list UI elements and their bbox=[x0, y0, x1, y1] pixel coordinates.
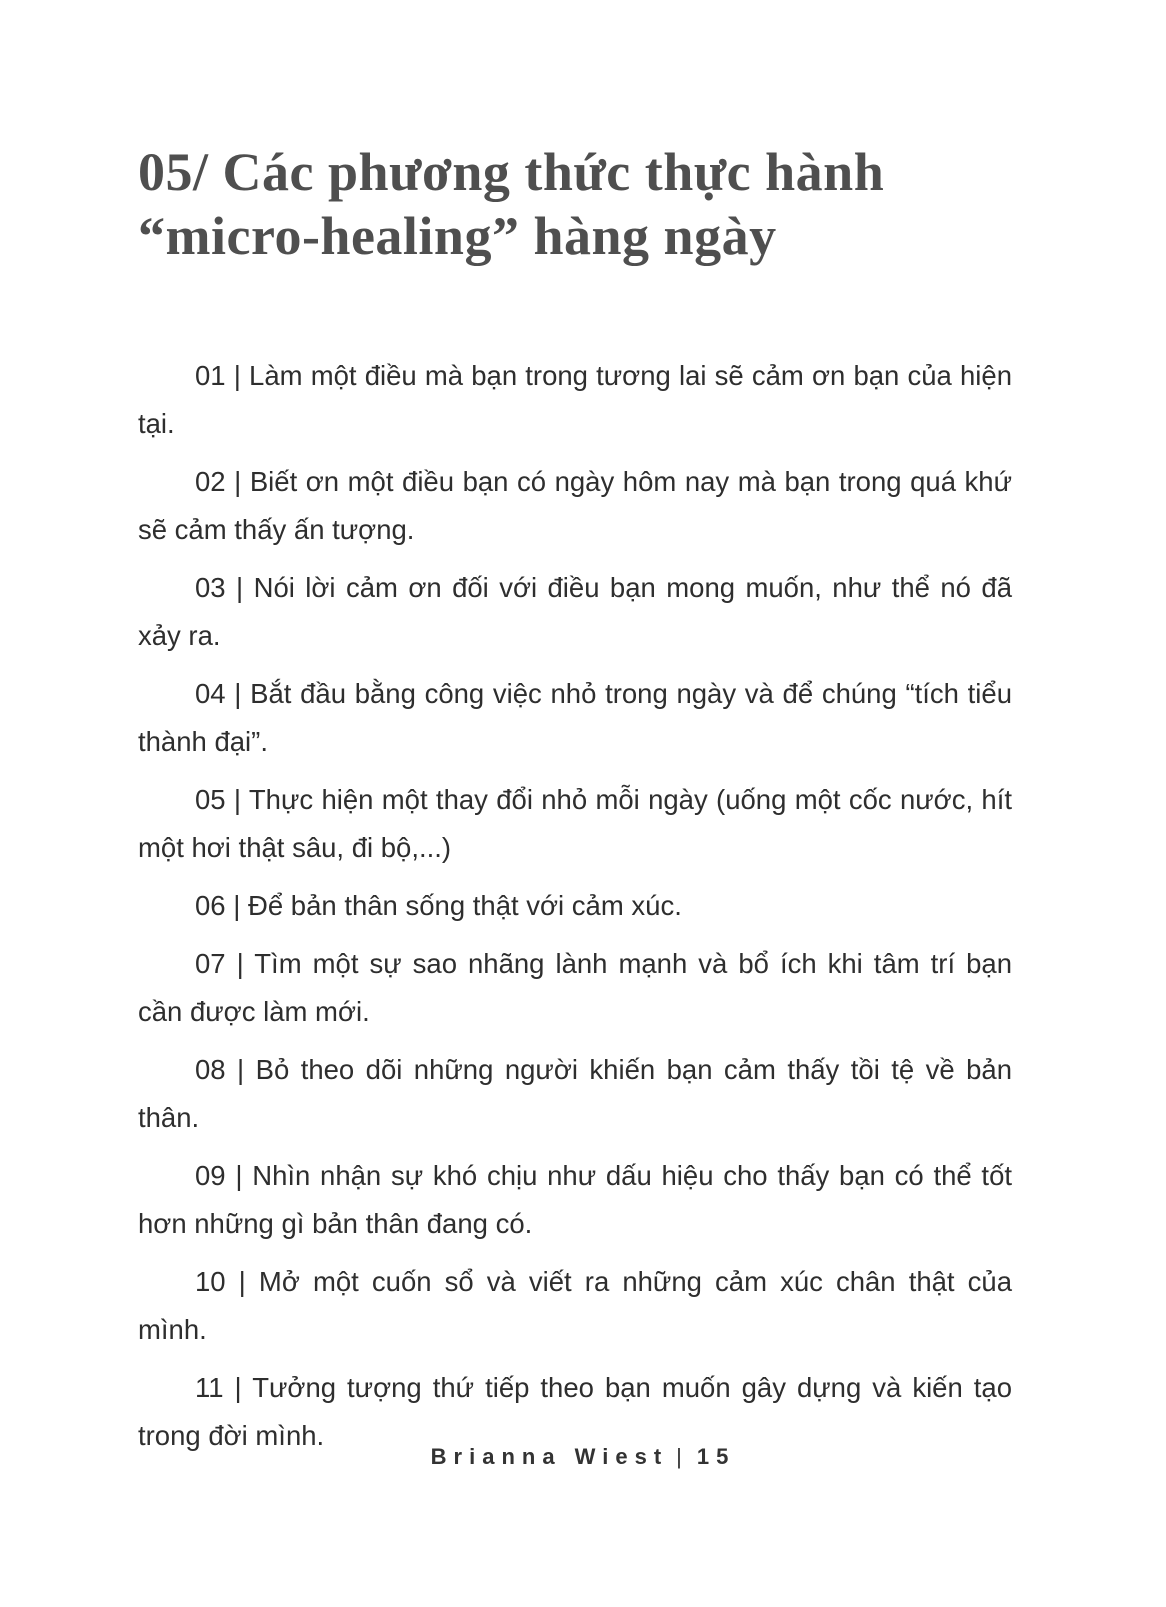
list-item: 07 | Tìm một sự sao nhãng lành mạnh và bổ ích khi tâm trí bạn cần được làm mới. bbox=[138, 948, 1012, 1027]
list-item: 11 | Tưởng tượng thứ tiếp theo bạn muốn gây dựng và kiến tạo trong đời mình. bbox=[138, 1372, 1012, 1451]
list-item: 02 | Biết ơn một điều bạn có ngày hôm nay mà bạn trong quá khứ sẽ cảm thấy ấn tượng. bbox=[138, 466, 1012, 545]
list-item: 09 | Nhìn nhận sự khó chịu như dấu hiệu cho thấy bạn có thể tốt hơn những gì bản thân đang có. bbox=[138, 1160, 1012, 1239]
page-footer bbox=[0, 1444, 1166, 1470]
list-item: 03 | Nói lời cảm ơn đối với điều bạn mong muốn, như thể nó đã xảy ra. bbox=[138, 572, 1012, 651]
list-item: 08 | Bỏ theo dõi những người khiến bạn cảm thấy tồi tệ về bản thân. bbox=[138, 1054, 1012, 1133]
list-item: 05 | Thực hiện một thay đổi nhỏ mỗi ngày (uống một cốc nước, hít một hơi thật sâu, đi bộ,...) bbox=[138, 784, 1012, 863]
page-number: 15 bbox=[696, 1444, 736, 1469]
list-item: 10 | Mở một cuốn sổ và viết ra những cảm xúc chân thật của mình. bbox=[138, 1266, 1012, 1345]
list-item: 06 | Để bản thân sống thật với cảm xúc. bbox=[195, 890, 682, 921]
chapter-title-line-1: 05/ Các phương thức thực hành bbox=[138, 142, 885, 202]
practice-list bbox=[138, 352, 1012, 1470]
list-item: 01 | Làm một điều mà bạn trong tương lai sẽ cảm ơn bạn của hiện tại. bbox=[138, 360, 1012, 439]
author-name: Brianna Wiest bbox=[430, 1444, 669, 1469]
chapter-title bbox=[138, 140, 1028, 268]
list-item: 04 | Bắt đầu bằng công việc nhỏ trong ngày và để chúng “tích tiểu thành đại”. bbox=[138, 678, 1012, 757]
footer-separator: | bbox=[676, 1444, 689, 1469]
chapter-title-line-2: “micro-healing” hàng ngày bbox=[138, 206, 777, 266]
